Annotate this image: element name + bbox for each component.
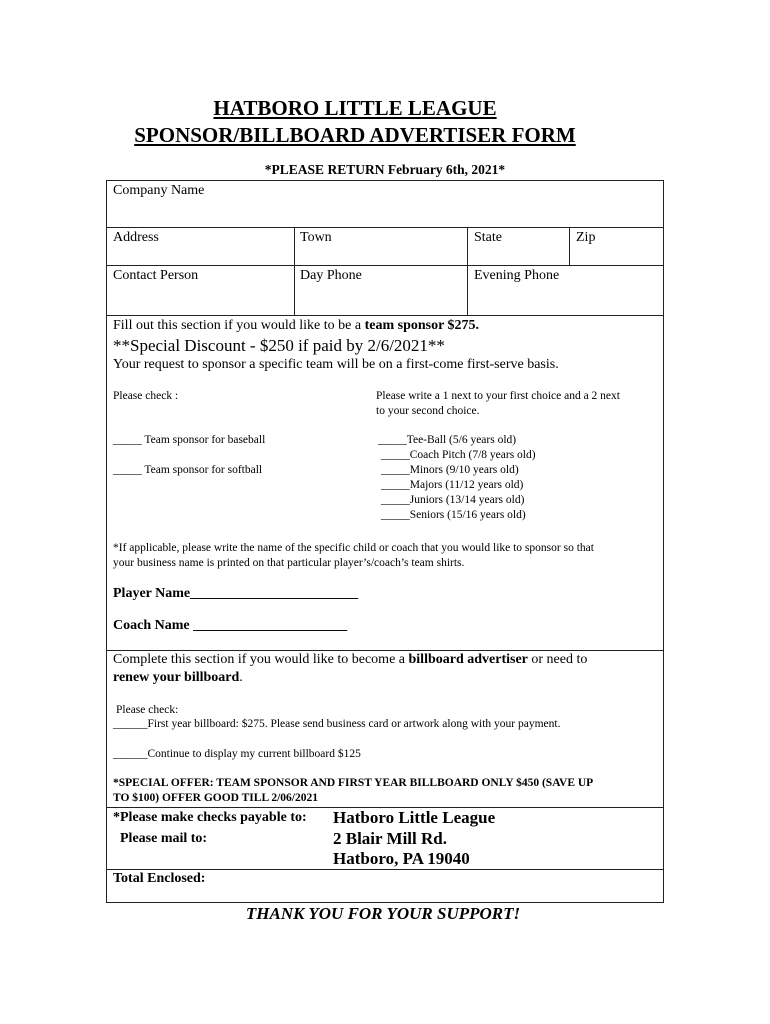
first-come-note: Your request to sponsor a specific team will be on a first-come first-serve basis. <box>113 357 559 372</box>
applicable-note-line2: your business name is printed on that particular player’s/coach’s team shirts. <box>113 557 465 569</box>
checks-payable-label: *Please make checks payable to: <box>113 810 307 825</box>
billboard-intro-period: . <box>239 670 243 685</box>
column-divider <box>294 227 295 315</box>
continue-billboard-checkbox[interactable]: ______Continue to display my current billboard $125 <box>113 748 361 760</box>
baseball-sponsor-checkbox[interactable]: _____ Team sponsor for baseball <box>113 434 266 446</box>
division-coach-pitch[interactable]: _____Coach Pitch (7/8 years old) <box>381 449 536 461</box>
applicable-note-line1: *If applicable, please write the name of the specific child or coach that you would like to sponsor so that <box>113 542 594 554</box>
billboard-intro-suffix: or need to <box>527 652 588 667</box>
state-field[interactable]: State <box>474 230 502 245</box>
please-check-label: Please check : <box>113 390 179 402</box>
column-divider <box>569 227 570 265</box>
mail-to-label: Please mail to: <box>120 831 208 846</box>
team-sponsor-intro-text: Fill out this section if you would like to be a <box>113 318 365 333</box>
row-divider <box>106 315 663 316</box>
evening-phone-field[interactable]: Evening Phone <box>474 268 560 283</box>
choice-instruction-line2: to your second choice. <box>376 405 480 417</box>
renew-billboard-label: renew your billboard <box>113 670 240 685</box>
division-majors[interactable]: _____Majors (11/12 years old) <box>381 479 524 491</box>
day-phone-field[interactable]: Day Phone <box>300 268 362 283</box>
mail-city: Hatboro, PA 19040 <box>333 849 470 868</box>
contact-person-field[interactable]: Contact Person <box>113 268 199 283</box>
form-title-line2: SPONSOR/BILLBOARD ADVERTISER FORM <box>134 123 576 147</box>
billboard-intro-text: Complete this section if you would like to become a <box>113 652 409 667</box>
return-date-note: *PLEASE RETURN February 6th, 2021* <box>264 162 506 177</box>
player-name-field[interactable]: Player Name________________________ <box>113 586 359 601</box>
row-divider <box>106 265 663 266</box>
choice-instruction-line1: Please write a 1 next to your first choice and a 2 next <box>376 390 620 402</box>
team-sponsor-price: team sponsor $275. <box>364 318 480 333</box>
billboard-intro-line2 <box>113 670 243 686</box>
table-right-border <box>663 180 664 903</box>
special-offer-line1: *SPECIAL OFFER: TEAM SPONSOR AND FIRST YEAR BILLBOARD ONLY $450 (SAVE UP <box>113 777 594 789</box>
zip-field[interactable]: Zip <box>576 230 596 245</box>
division-juniors[interactable]: _____Juniors (13/14 years old) <box>381 494 525 506</box>
org-name: Hatboro Little League <box>333 808 496 827</box>
mail-street: 2 Blair Mill Rd. <box>333 829 447 848</box>
billboard-please-check: Please check: <box>116 704 179 716</box>
division-seniors[interactable]: _____Seniors (15/16 years old) <box>381 509 526 521</box>
total-enclosed-field[interactable]: Total Enclosed: <box>113 871 206 886</box>
special-offer-line2: TO $100) OFFER GOOD TILL 2/06/2021 <box>113 792 319 804</box>
division-minors[interactable]: _____Minors (9/10 years old) <box>381 464 519 476</box>
section-divider <box>106 650 663 651</box>
billboard-intro <box>113 652 587 668</box>
address-field[interactable]: Address <box>113 230 159 245</box>
first-year-billboard-checkbox[interactable]: ______First year billboard: $275. Please send business card or artwork along with your payment. <box>113 718 561 730</box>
row-divider <box>106 869 663 870</box>
billboard-advertiser-label: billboard advertiser <box>408 652 528 667</box>
company-name-field[interactable]: Company Name <box>113 183 205 198</box>
column-divider <box>467 227 468 315</box>
table-bottom-border <box>106 902 663 903</box>
thank-you-footer: THANK YOU FOR YOUR SUPPORT! <box>245 904 521 923</box>
form-title-line1: HATBORO LITTLE LEAGUE <box>213 96 497 120</box>
row-divider <box>106 227 663 228</box>
team-sponsor-intro <box>113 318 479 334</box>
table-top-border <box>106 180 663 181</box>
town-field[interactable]: Town <box>300 230 332 245</box>
softball-sponsor-checkbox[interactable]: _____ Team sponsor for softball <box>113 464 263 476</box>
coach-name-field[interactable]: Coach Name ______________________ <box>113 618 348 633</box>
special-discount: **Special Discount - $250 if paid by 2/6/2021** <box>113 336 445 355</box>
table-left-border <box>106 180 107 903</box>
division-teeball[interactable]: _____Tee-Ball (5/6 years old) <box>378 434 517 446</box>
